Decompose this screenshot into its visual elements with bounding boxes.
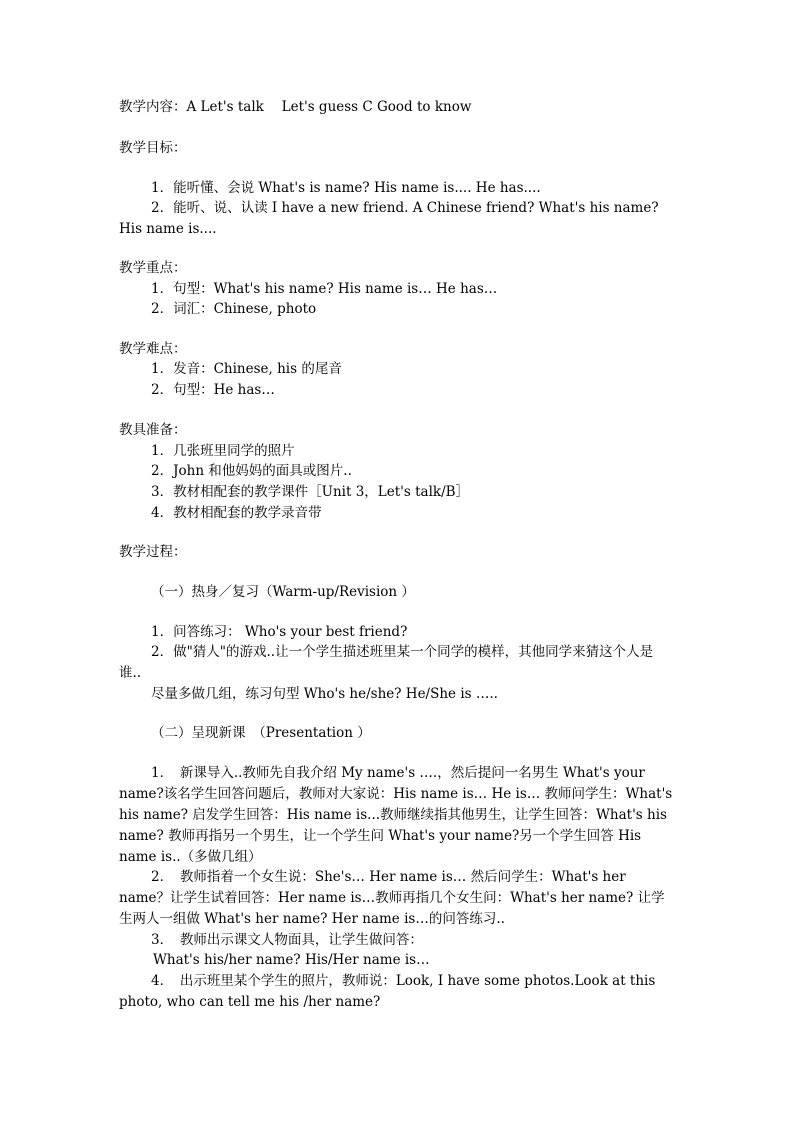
material-item: 1．几张班里同学的照片	[151, 443, 295, 459]
warmup-title: （一）热身／复习（Warm-up/Revision ）	[151, 584, 415, 600]
warmup-item: 1．问答练习： Who's your best friend?	[151, 624, 408, 640]
materials-heading: 教具准备：	[119, 422, 187, 438]
key-point-item: 1．句型：What's his name? His name is… He has…	[151, 281, 498, 297]
key-point-item: 2．词汇：Chinese, photo	[151, 301, 317, 317]
key-points-heading: 教学重点：	[119, 260, 187, 276]
presentation-item: 4． 出示班里某个学生的照片，教师说：Look, I have some photos.Look at this photo, who can tell me his /her name?	[119, 973, 656, 1010]
goal-item: 1．能听懂、会说 What's is name? His name is.... He has....	[151, 180, 541, 196]
material-item: 3．教材相配套的教学课件［Unit 3，Let's talk/B］	[151, 484, 470, 500]
process-heading: 教学过程：	[119, 544, 187, 560]
presentation-item: 1． 新课导入..教师先自我介绍 My name's ….，然后提问一名男生 What's your name?该名学生回答问题后，教师对大家说：His name is… He is… 教师问学生：What's his name? 启发学生回答：His name is...教师继续指其他男生，让学生回答：What's his name? 教师再指另一个男生，让一个学生问 What's your name?另一个学生回答 His name is..（多做几组）	[119, 765, 673, 865]
teaching-content: 教学内容：A Let's talk Let's guess C Good to know	[119, 99, 472, 115]
presentation-item: 3． 教师出示课文人物面具，让学生做问答：	[151, 932, 423, 948]
difficulty-item: 1．发音：Chinese, his 的尾音	[151, 361, 342, 377]
material-item: 2．John 和他妈妈的面具或图片..	[151, 463, 352, 479]
difficulties-heading: 教学难点：	[119, 341, 187, 357]
presentation-title: （二）呈现新课 （Presentation ）	[151, 725, 371, 741]
warmup-item: 尽量多做几组，练习句型 Who's he/she? He/She is …..	[151, 686, 498, 702]
goals-heading: 教学目标：	[119, 140, 187, 156]
goal-item: 2．能听、说、认读 I have a new friend. A Chinese friend? What's his name? His name is....	[119, 200, 659, 237]
warmup-item: 2．做"猜人"的游戏..让一个学生描述班里某一个同学的模样，其他同学来猜这个人是谁..	[119, 644, 654, 681]
presentation-item: 2． 教师指着一个女生说：She's… Her name is… 然后问学生：What's her name？让学生试着回答：Her name is…教师再指几个女生问：What's her name? 让学生两人一组做 What's her name? Her name is…的问答练习..	[119, 869, 665, 927]
material-item: 4．教材相配套的教学录音带	[151, 505, 322, 521]
presentation-item: What's his/her name? His/Her name is…	[153, 952, 430, 968]
difficulty-item: 2．句型：He has…	[151, 382, 275, 398]
